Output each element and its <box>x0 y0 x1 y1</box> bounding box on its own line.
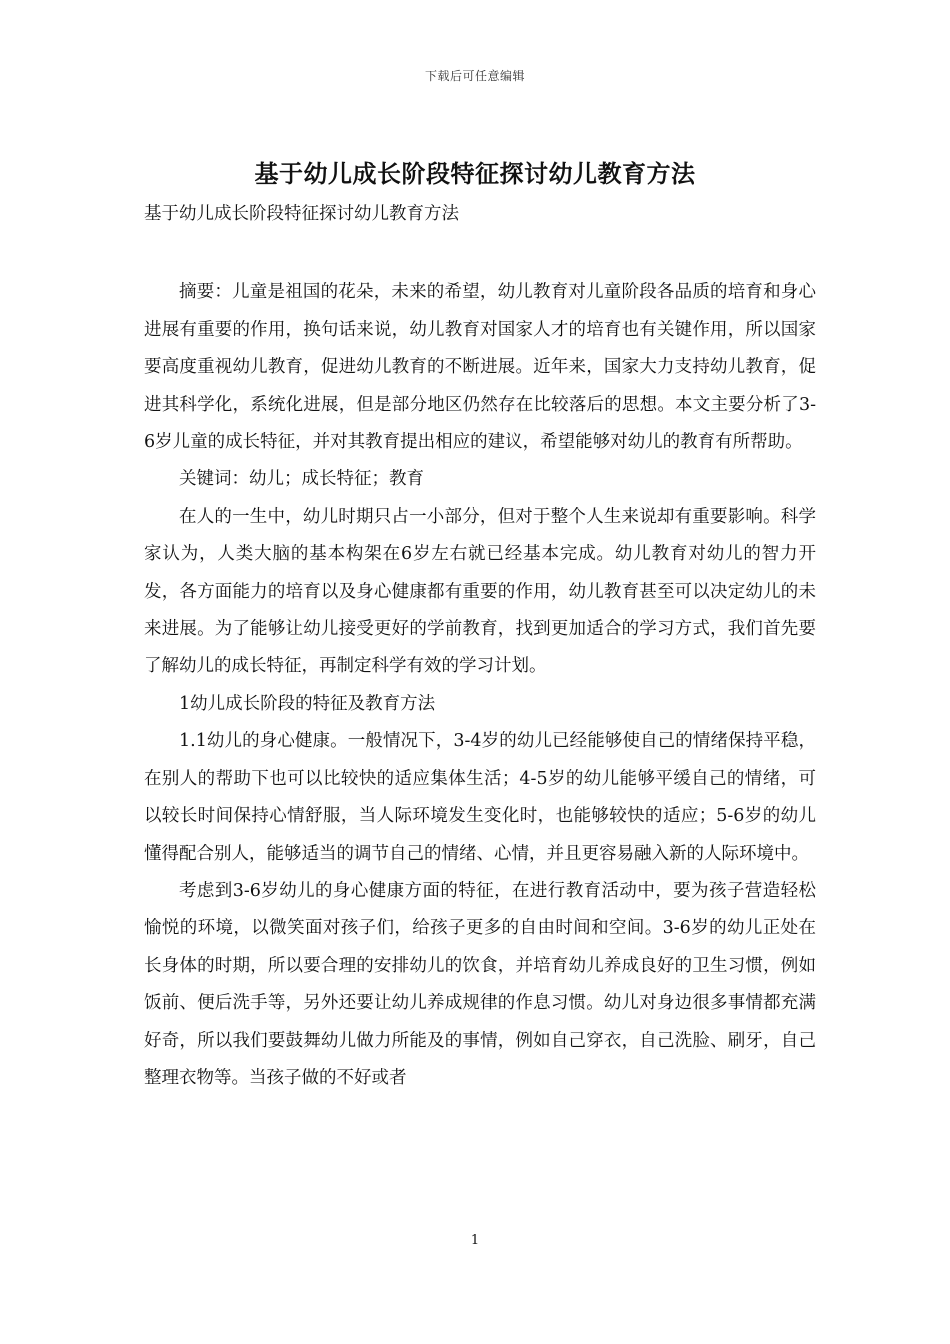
header-note: 下载后可任意编辑 <box>424 69 525 83</box>
blank-line <box>144 233 816 270</box>
section-heading: 1幼儿成长阶段的特征及教育方法 <box>179 693 436 714</box>
document-title: 基于幼儿成长阶段特征探讨幼儿教育方法 <box>254 159 696 188</box>
document-body <box>144 196 816 1097</box>
section-1-1-continued-paragraph: 考虑到3-6岁幼儿的身心健康方面的特征，在进行教育活动中，要为孩子营造轻松愉悦的环境，以微笑面对孩子们，给孩子更多的自由时间和空间。3-6岁的幼儿正处在长身体的时期，所以要合理的安排幼儿的饮食，并培育幼儿养成良好的卫生习惯，例如饭前、便后洗手等，另外还要让幼儿养成规律的作息习惯。幼儿对身边很多事情都充满好奇，所以我们要鼓舞幼儿做力所能及的事情，例如自己穿衣，自己洗脸、刷牙，自己整理衣物等。当孩子做的不好或者 <box>144 880 816 1088</box>
section-1-1-paragraph: 1.1幼儿的身心健康。一般情况下，3-4岁的幼儿已经能够使自己的情绪保持平稳，在别人的帮助下也可以比较快的适应集体生活；4-5岁的幼儿能够平缓自己的情绪，可以较长时间保持心情舒服，当人际环境发生变化时，也能够较快的适应；5-6岁的幼儿懂得配合别人，能够适当的调节自己的情绪、心情，并且更容易融入新的人际环境中。 <box>144 731 816 864</box>
page-number: 1 <box>470 1233 480 1248</box>
keywords-paragraph: 关键词：幼儿；成长特征；教育 <box>179 469 424 490</box>
document-subtitle: 基于幼儿成长阶段特征探讨幼儿教育方法 <box>144 204 459 224</box>
abstract-paragraph: 摘要：儿童是祖国的花朵，未来的希望，幼儿教育对儿童阶段各品质的培育和身心进展有重要的作用，换句话来说，幼儿教育对国家人才的培育也有关键作用，所以国家要高度重视幼儿教育，促进幼儿教育的不断进展。近年来，国家大力支持幼儿教育，促进其科学化，系统化进展，但是部分地区仍然存在比较落后的思想。本文主要分析了3-6岁儿童的成长特征，并对其教育提出相应的建议，希望能够对幼儿的教育有所帮助。 <box>144 282 816 453</box>
intro-paragraph: 在人的一生中，幼儿时期只占一小部分，但对于整个人生来说却有重要影响。科学家认为，人类大脑的基本构架在6岁左右就已经基本完成。幼儿教育对幼儿的智力开发，各方面能力的培育以及身心健康都有重要的作用，幼儿教育甚至可以决定幼儿的未来进展。为了能够让幼儿接受更好的学前教育，找到更加适合的学习方式，我们首先要了解幼儿的成长特征，再制定科学有效的学习计划。 <box>144 506 816 677</box>
